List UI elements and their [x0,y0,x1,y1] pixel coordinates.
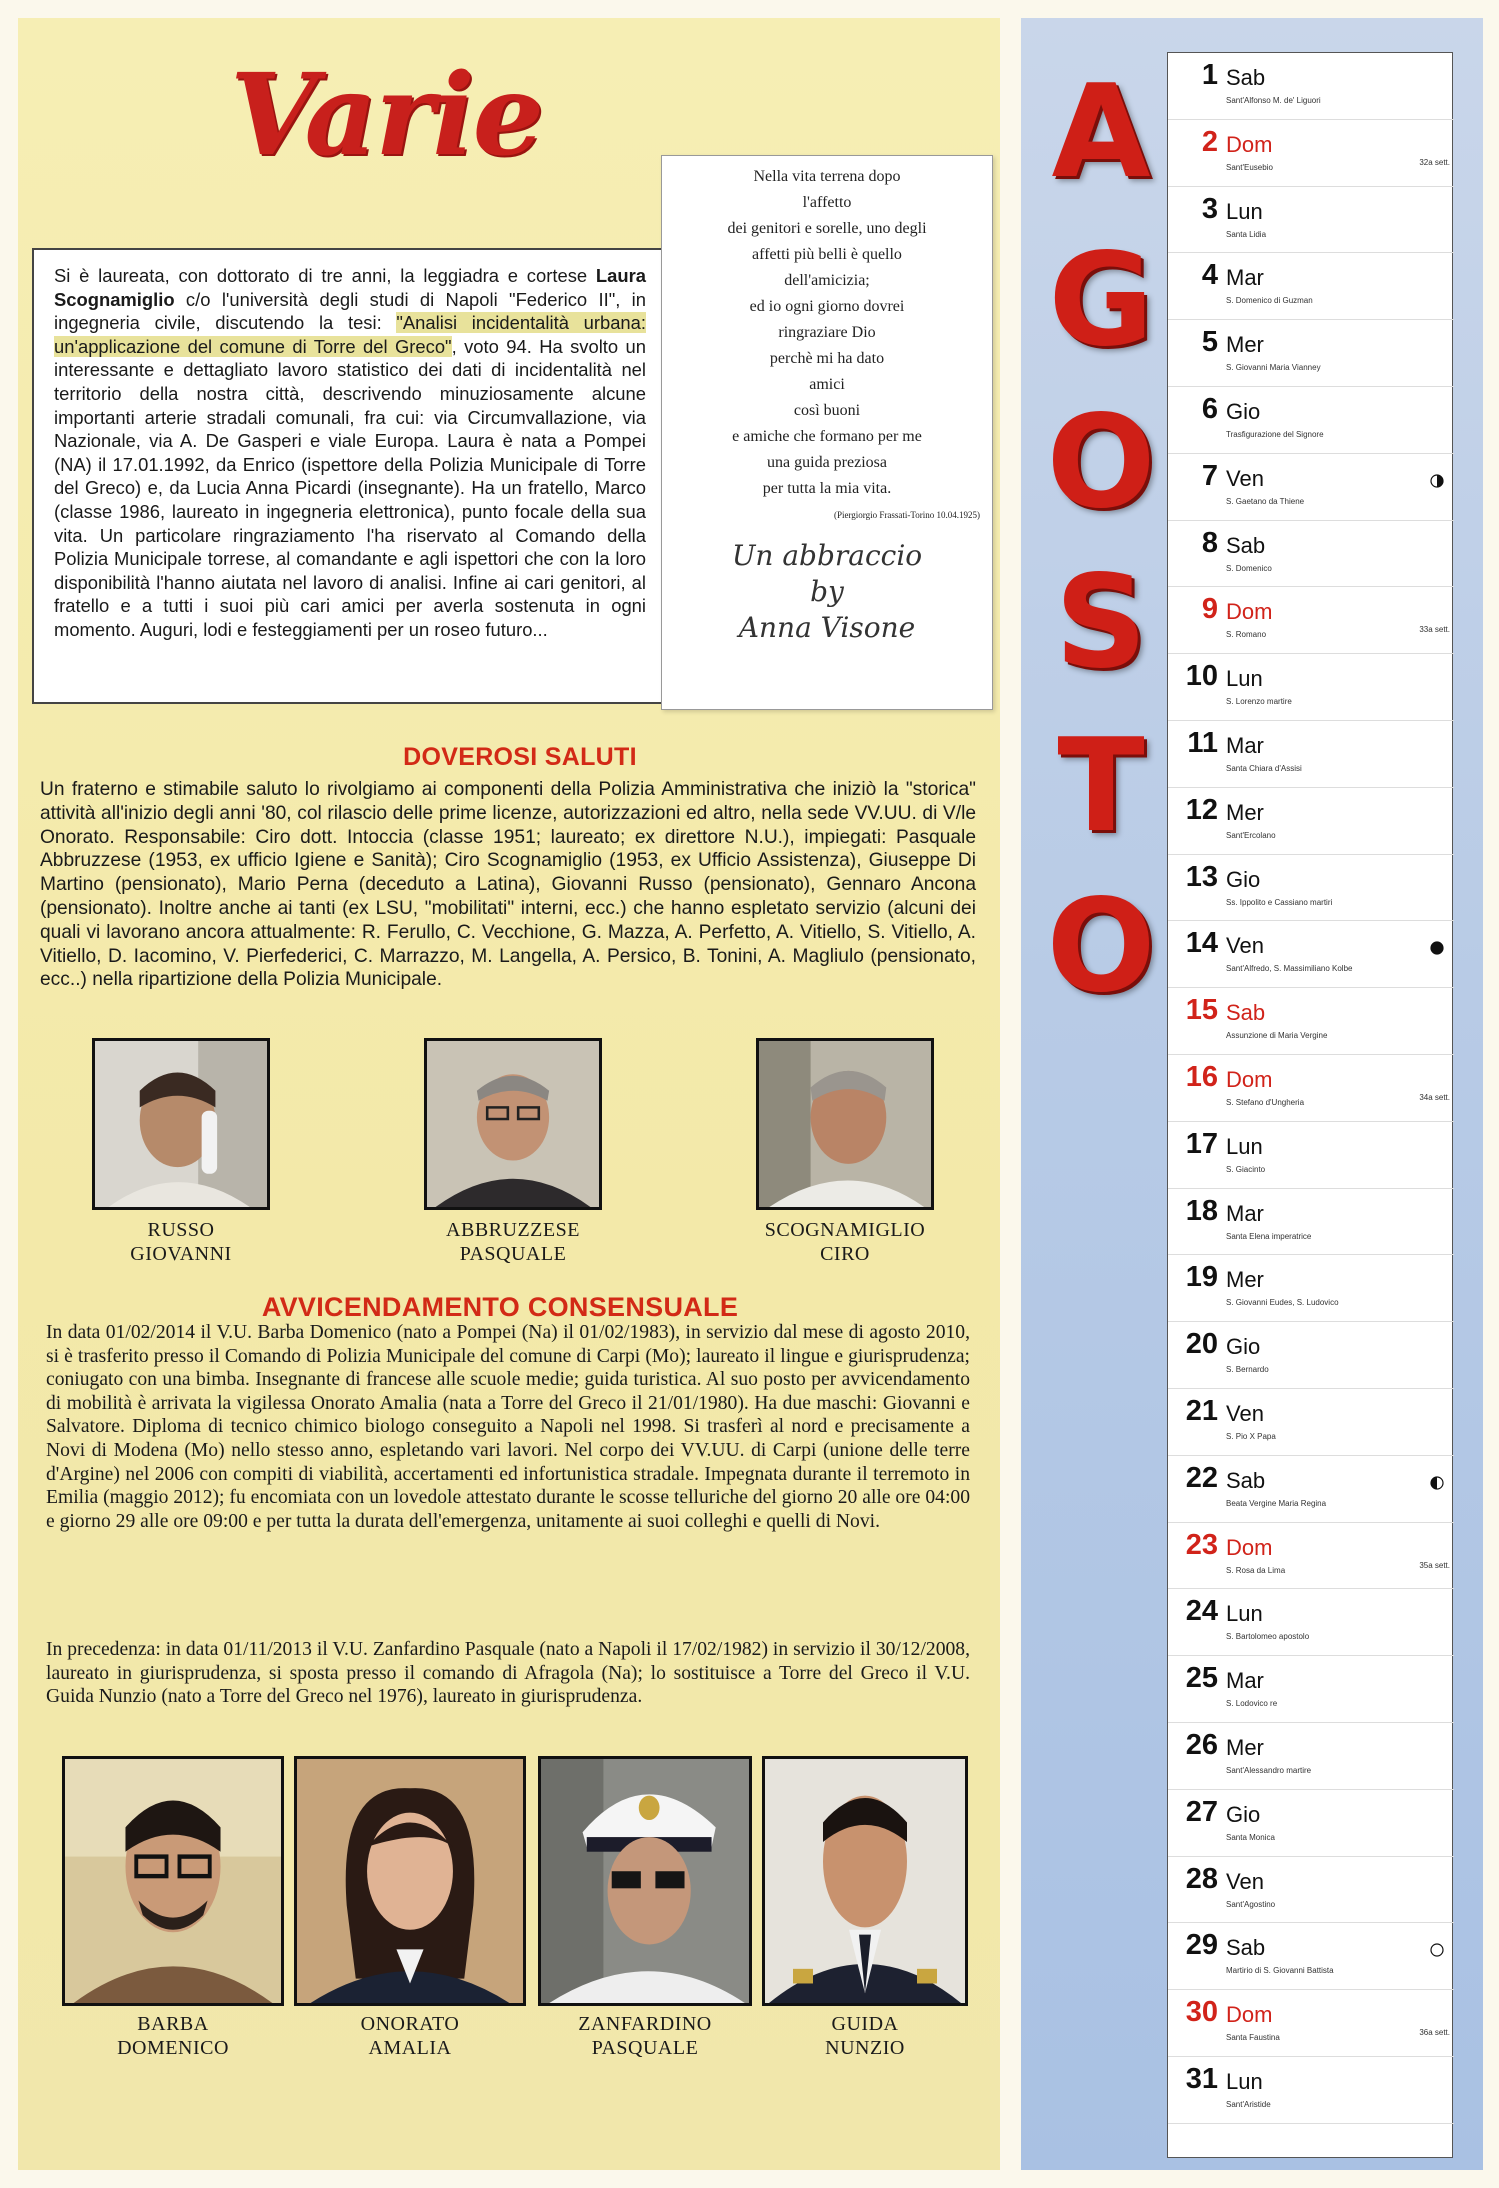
moon-phase-first-icon [1430,474,1444,488]
caption-firstname: PASQUALE [459,1243,567,1265]
calendar-day [1168,1923,1454,1990]
poem-lines [674,164,980,502]
portrait-icon [297,1759,523,2003]
calendar-day [1168,1523,1454,1590]
page-title: Varie [230,50,542,181]
day-number: 10 [1185,660,1218,693]
day-saint: S. Giovanni Eudes, S. Ludovico [1226,1298,1339,1308]
day-saint: Sant'Alfonso M. de' Liguori [1226,96,1321,105]
day-saint: S. Bernardo [1226,1365,1269,1375]
caption-surname: ABBRUZZESE [446,1219,580,1241]
poem-line: affetti più belli è quello [752,246,902,263]
day-name: Lun [1226,666,1263,692]
caption-firstname: CIRO [820,1243,870,1265]
calendar-day [1168,1656,1454,1723]
caption-surname: RUSSO [147,1219,215,1241]
calendar-day [1168,1255,1454,1322]
day-name: Gio [1226,1801,1261,1827]
day-number: 4 [1201,259,1218,292]
day-name: Sab [1226,1935,1266,1961]
day-saint: Trasfigurazione del Signore [1226,430,1324,439]
day-saint: Beata Vergine Maria Regina [1226,1498,1327,1508]
day-name: Sab [1226,1467,1266,1493]
day-number: 13 [1185,860,1218,893]
day-number: 31 [1185,2063,1218,2095]
month-letter: G [1048,226,1154,375]
calendar-day [1168,1857,1454,1924]
caption-firstname: DOMENICO [117,2037,229,2059]
day-number: 15 [1185,994,1218,1027]
day-number: 28 [1185,1862,1218,1895]
graduate-name: Laura Scognamiglio [54,265,646,310]
calendar-day [1168,53,1454,120]
saluti-text: Un fraterno e stimabile saluto lo rivolgiamo ai componenti della Polizia Amministrativa che iniziò la "storica" attività all'inizio degli anni '80, col rilascio delle prime licenze, autorizzazioni ed altro, nella sede VV.UU. di V/le Onorato. Responsabile: Ciro dott. Intoccia (classe 1951; laureato; ex direttore N.U.), impiegati: Pasquale Abbruzzese (1953, ex ufficio Igiene e Sanità); Ciro Scognamiglio (1953, ex Ufficio Assistenza), Giuseppe Di Martino (pensionato), Mario Perna (deceduto a Latina), Giovanni Russo (pensionato), Gennaro Ancona (pensionato). Inoltre anche ai tanti (ex LSU, "mobilitati" interni, ecc.) che hanno espletato servizio (alcuni dei quali vi lavorano ancora attualmente: R. Ferullo, C. Vecchione, G. Mazza, A. Perfetto, A. Vitiello, S. Vitiello, A. Vitiello, D. Iacomino, V. Pierfederici, C. Marrazzo, M. Langella, A. Persico, B. Tonini, A. Magliulo (pensionato, ecc..) nella ripartizione della Polizia Municipale. [40,779,976,991]
day-number: 24 [1185,1595,1218,1628]
day-saint: Sant'Alessandro martire [1226,1766,1312,1775]
day-saint: Assunzione di Maria Vergine [1226,1031,1328,1041]
caption-firstname: AMALIA [368,2037,452,2059]
day-name: Mar [1226,1200,1264,1226]
calendar-day [1168,187,1454,254]
calendar-day [1168,921,1454,988]
caption-scognamiglio [726,1218,964,1266]
day-name: Gio [1226,1334,1261,1360]
calendar-day [1168,320,1454,387]
day-saint: S. Lorenzo martire [1226,697,1292,707]
poem-line: dei genitori e sorelle, uno degli [727,220,927,237]
caption-zanfardino [538,2012,752,2060]
photo-zanfardino [538,1756,752,2006]
day-number: 29 [1185,1929,1218,1962]
day-name: Lun [1226,1133,1263,1159]
portrait-icon [541,1759,749,2003]
day-name: Dom [1226,131,1273,157]
signature-line: Un abbraccio [731,539,923,572]
day-number: 23 [1185,1528,1218,1561]
caption-surname: BARBA [137,2013,209,2035]
day-number: 14 [1185,927,1218,960]
poem-line: Nella vita terrena dopo [753,168,901,185]
avvicendamento-text: In data 01/02/2014 il V.U. Barba Domenico (nato a Pompei (Na) il 01/02/1983), in servizio dal mese di agosto 2010, si è trasferito presso il Comando di Polizia Municipale del comune di Carpi (Mo); laureato il lingue e giurisprudenza; coniugato con una bimba. Insegnante di francese alle scuole medie; guida turistica. Al suo posto per avvicendamento di mobilità è arrivata la vigilessa Onorato Amalia (nata a Torre del Greco il 21/01/1980). Ha due maschi: Giovanni e Salvatore. Diploma di tecnico chimico biologo conseguito a Napoli nel 1998. Si trasferì al nord e precisamente a Novi di Modena (Mo) nello stesso anno, espletando vari lavori. Nel corpo dei VV.UU. di Carpi (unione delle terre d'Argine) nel 2006 con compiti di viabilità, accertamenti ed infortunistica stradale. Impegnata durante il terremoto in Emilia (maggio 2012); fu encomiata con un lovedole attestato durante le scosse telluriche del giorno 20 alle ore 04:00 e giorno 29 alle ore 09:00 e per tutta la durata dell'emergenza, unitamente ai suoi colleghi e quelli di Novi. [46,1322,970,1532]
day-number: 3 [1201,192,1218,225]
calendar-day [1168,721,1454,788]
day-saint: Santa Elena imperatrice [1226,1231,1312,1241]
day-name: Mer [1226,1267,1264,1293]
month-letter: O [1046,388,1156,537]
week-number: 33a sett. [1419,625,1450,635]
day-saint: S. Rosa da Lima [1226,1565,1286,1575]
day-name: Sab [1226,65,1266,90]
caption-surname: GUIDA [831,2013,899,2035]
day-number: 19 [1185,1261,1218,1294]
day-saint: S. Giacinto [1226,1164,1266,1174]
day-saint: Sant'Agostino [1226,1899,1276,1909]
day-name: Dom [1226,1534,1273,1560]
day-name: Sab [1226,532,1266,558]
day-name: Lun [1226,1601,1263,1627]
avvicendamento-heading: AVVICENDAMENTO CONSENSUALE [261,1292,739,1322]
poem-line: così buoni [793,402,861,419]
calendar-day [1168,1723,1454,1790]
day-saint: S. Romano [1226,630,1267,640]
day-saint: Santa Faustina [1226,2033,1280,2043]
calendar-day [1168,788,1454,855]
poem-line: per tutta la mia vita. [762,480,892,497]
article-part1: Si è laureata, con dottorato di tre anni, la leggiadra e cortese [54,265,596,286]
calendar-day [1168,1055,1454,1122]
saluti-heading: DOVEROSI SALUTI [403,743,637,771]
day-number: 6 [1201,393,1218,425]
calendar-day [1168,1189,1454,1256]
day-saint: S. Domenico di Guzman [1226,296,1313,306]
moon-phase-full-icon [1430,941,1444,955]
poem-line: perchè mi ha dato [769,350,885,367]
thesis-title: "Analisi incidentalità urbana: un'applicazione del comune di Torre del Greco" [54,312,646,357]
poem-card [661,155,993,710]
calendar-day [1168,387,1454,454]
portrait-icon [759,1041,931,1207]
calendar-day [1168,253,1454,320]
day-name: Gio [1226,399,1261,424]
day-saint: Sant'Ercolano [1226,830,1276,840]
day-name: Dom [1226,2002,1273,2028]
day-number: 26 [1185,1729,1218,1761]
day-saint: Martirio di S. Giovanni Battista [1226,1966,1334,1976]
poem-line: l'affetto [802,194,852,211]
day-number: 21 [1185,1395,1218,1427]
photo-guida [762,1756,968,2006]
month-letter: T [1057,712,1145,861]
day-number: 9 [1201,593,1218,626]
day-number: 7 [1201,459,1218,492]
calendar-day [1168,521,1454,588]
caption-firstname: GIOVANNI [130,1243,232,1265]
calendar-day [1168,1990,1454,2057]
poem-source: (Piergiorgio Frassati-Torino 10.04.1925) [833,510,980,520]
day-saint: S. Stefano d'Ungheria [1226,1098,1305,1107]
portrait-icon [65,1759,281,2003]
day-name: Lun [1226,198,1263,224]
calendar-days [1167,52,1453,2158]
day-saint: S. Bartolomeo apostolo [1226,1632,1310,1642]
day-saint: Sant'Eusebio [1226,162,1273,172]
month-letter: A [1051,58,1151,207]
photo-russo [92,1038,270,1210]
day-saint: Ss. Ippolito e Cassiano martiri [1226,897,1333,907]
portrait-icon [765,1759,965,2003]
calendar-day [1168,1589,1454,1656]
day-saint: S. Domenico [1226,563,1272,573]
day-number: 11 [1187,727,1218,759]
day-name: Ven [1226,933,1264,959]
day-number: 5 [1201,326,1218,359]
calendar-day [1168,454,1454,521]
week-number: 32a sett. [1419,157,1450,167]
article-laurea [32,248,664,704]
moon-phase-new-icon [1430,1943,1444,1957]
photo-abbruzzese [424,1038,602,1210]
poem-line: e amiche che formano per me [732,428,922,445]
day-saint: S. Giovanni Maria Vianney [1226,363,1321,373]
caption-guida [762,2012,968,2060]
day-number: 20 [1185,1328,1218,1361]
day-number: 1 [1201,59,1218,91]
day-saint: S. Lodovico re [1226,1699,1278,1709]
day-saint: Santa Monica [1226,1832,1275,1842]
month-letter: S [1054,548,1148,697]
caption-firstname: PASQUALE [591,2037,699,2059]
week-number: 36a sett. [1419,2028,1450,2038]
day-name: Ven [1226,465,1264,491]
week-number: 35a sett. [1419,1560,1450,1570]
moon-phase-last-icon [1430,1476,1444,1490]
caption-surname: SCOGNAMIGLIO [764,1219,926,1241]
calendar-day [1168,1122,1454,1189]
day-number: 17 [1185,1127,1218,1160]
article-part3: , voto 94. Ha svolto un interessante e dettagliato lavoro statistico dei dati di incidentalità nel territorio della nostra città, descrivendo minuziosamente alcune importanti arterie stradali comunali, fra cui: via Circumvallazione, via Nazionale, via A. De Gasperi e viale Europa. Laura è nata a Pompei (NA) il 17.01.1992, da Enrico (ispettore della Polizia Municipale di Torre del Greco) e, da Lucia Anna Picardi (insegnante). Ha un fratello, Marco (classe 1986, laureato in ingegneria elettronica), punto focale della sua vita. Un particolare ringraziamento l'ha riservato al Comando della Polizia Municipale torrese, al comandante e agli ispettori che con la loro disponibilità l'hanno aiutata nel lavoro di analisi. Infine ai cari genitori, al fratello e a tutti i suoi più cari amici per averla sostenuta in ogni momento. Auguri, lodi e festeggiamenti per un roseo futuro... [54,335,646,640]
day-saint: S. Gaetano da Thiene [1226,496,1305,506]
day-name: Ven [1226,1868,1264,1894]
day-saint: Sant'Alfredo, S. Massimiliano Kolbe [1226,964,1353,974]
day-name: Mar [1226,733,1264,758]
caption-abbruzzese [394,1218,632,1266]
day-number: 16 [1185,1061,1218,1093]
poem-signature [674,538,980,646]
calendar-day [1168,1456,1454,1523]
day-saint: S. Pio X Papa [1226,1432,1276,1441]
portrait-icon [95,1041,267,1207]
day-name: Gio [1226,866,1261,892]
signature-line: Anna Visone [738,611,916,644]
day-name: Ven [1226,1401,1264,1426]
caption-firstname: NUNZIO [825,2037,905,2059]
caption-surname: ONORATO [360,2013,460,2035]
calendar-day [1168,1389,1454,1456]
poem-line: ed io ogni giorno dovrei [749,298,905,315]
poem-line: amici [809,376,845,393]
day-name: Mar [1226,1668,1264,1694]
poem-line: una guida preziosa [767,454,887,471]
day-number: 25 [1185,1662,1218,1695]
calendar-day [1168,587,1454,654]
day-name: Mer [1226,332,1264,358]
day-number: 18 [1185,1194,1218,1227]
day-saint: Sant'Aristide [1226,2100,1271,2109]
photo-barba [62,1756,284,2006]
photo-onorato [294,1756,526,2006]
caption-russo [62,1218,300,1266]
poem-line: dell'amicizia; [784,272,870,289]
day-number: 22 [1185,1461,1218,1494]
month-letter: O [1046,872,1156,1021]
day-saint: Santa Lidia [1226,229,1267,239]
day-name: Mer [1226,799,1264,825]
week-number: 34a sett. [1419,1093,1450,1102]
day-number: 27 [1185,1795,1218,1828]
day-name: Mar [1226,265,1264,291]
calendar-day [1168,654,1454,721]
day-name: Mer [1226,1735,1264,1760]
day-number: 2 [1201,125,1218,158]
calendar-day [1168,1322,1454,1389]
photo-scognamiglio [756,1038,934,1210]
calendar-day [1168,855,1454,922]
calendar-day [1168,1790,1454,1857]
day-name: Dom [1226,1067,1273,1092]
caption-surname: ZANFARDINO [578,2013,712,2035]
day-name: Dom [1226,599,1273,625]
article-part2: c/o l'università degli studi di Napoli "Federico II", in ingegneria civile, discutendo la tesi: [54,288,646,334]
calendar-day [1168,120,1454,187]
day-name: Sab [1226,1000,1266,1026]
day-name: Lun [1226,2069,1263,2094]
caption-barba [62,2012,284,2060]
portrait-icon [427,1041,599,1207]
signature-line: by [810,575,844,608]
day-saint: Santa Chiara d'Assisi [1226,764,1302,773]
calendar-day [1168,2057,1454,2124]
day-number: 8 [1201,526,1218,559]
day-number: 30 [1185,1996,1218,2029]
day-number: 12 [1185,793,1218,826]
calendar-day [1168,988,1454,1055]
precedenza-text: In precedenza: in data 01/11/2013 il V.U. Zanfardino Pasquale (nato a Napoli il 17/02/1982) in servizio il 30/12/2008, laureato in giurisprudenza, si sposta presso il comando di Afragola (Na); lo sostituisce a Torre del Greco il V.U. Guida Nunzio (nato a Torre del Greco nel 1976), laureato in giurisprudenza. [46,1639,970,1708]
poem-line: ringraziare Dio [778,324,876,341]
caption-onorato [294,2012,526,2060]
